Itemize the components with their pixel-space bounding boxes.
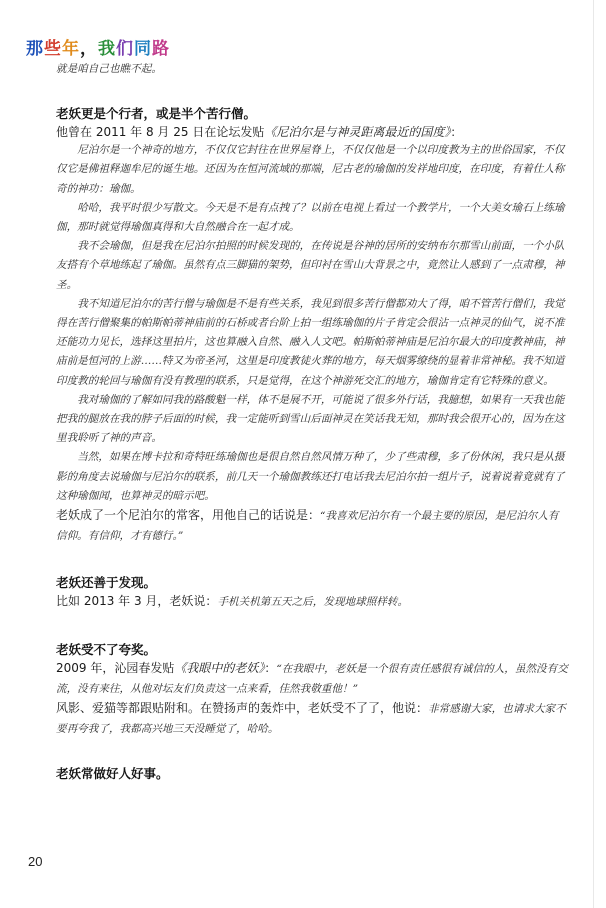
page-body xyxy=(56,60,568,783)
header-char: 路 xyxy=(152,39,170,59)
header-char: 那 xyxy=(26,39,44,59)
post-paragraph: 我不知道尼泊尔的苦行僧与瑜伽是不是有些关系，我见到很多苦行僧都劝大了得，咱不管苦行僧们，我觉得在苦行僧聚集的帕斯帕蒂神庙前的石桥或者台阶上拍一组练瑜伽的片子肯定会很沾一点神灵的仙气，说不准还能功力见长，选择这里拍片，这也算融入自然、融入人文吧。帕斯帕蒂神庙是尼泊尔最大的印度教神庙，神庙前是恒河的上游……特又为帝圣河，这里是印度教徒火葬的地方，每天烟雾缭绕的显着非常神秘。我不知道印度教的轮回与瑜伽有没有教理的联系，只是觉得，在这个神游死交汇的地方，瑜伽肯定有它特殊的意义。 xyxy=(56,297,565,387)
nepal-quote-line xyxy=(56,506,568,546)
header-char: 们 xyxy=(116,39,134,59)
praise-quote: “在我眼中，老妖是一个很有责任感很有诚信的人，虽然没有交流，没有来往，从他对坛友们负责这一点来看，佳然我敬重他！” xyxy=(56,662,568,695)
header-char: 年 xyxy=(62,39,80,59)
discovery-lead: 比如 2013 年 3 月，老妖说： xyxy=(56,594,218,609)
nepal-quote-lead: 老妖成了一个尼泊尔的常客，用他自己的话说是： xyxy=(56,508,321,523)
post-paragraph: 哈哈，我平时很少写散文。今天是不是有点拽了？以前在电视上看过一个教学片，一个大美女瑜石上练瑜伽，那时就觉得瑜伽真得和大自然融合在一起才成。 xyxy=(56,201,565,234)
post-intro-end: ： xyxy=(450,125,463,140)
post-paragraph: 我不会瑜伽，但是我在尼泊尔拍照的时候发现的，在传说是谷神的居所的安纳布尔那雪山前面，一个小队友搭有个草地练起了瑜伽。虽然有点三脚猫的架势，但印衬在雪山大背景之中，竟然让人感到了一点肃穆，神圣。 xyxy=(56,240,565,291)
section-heading-praise: 老妖受不了夸奖。 xyxy=(56,641,157,657)
intro-line: 就是咱自己也瞧不起。 xyxy=(56,63,162,75)
praise-post-title: 《我眼中的老妖》 xyxy=(174,660,265,675)
praise-followup xyxy=(56,699,568,739)
post-intro-lead: 他曾在 2011 年 8 月 25 日在论坛发贴 xyxy=(56,125,265,140)
header-char: 我 xyxy=(98,39,116,59)
praise-lead: 2009 年，沁园春发贴 xyxy=(56,660,175,675)
post-paragraph: 我对瑜伽的了解如同我的路酸魁一样，体不是展不开，可能说了很多外行话，我臆想，如果有一天我也能把我的腿放在我的脖子后面的时候，我一定能听到雪山后面神灵在笑话我无知，那时我会很开心的，因为在这里我聆听了神的声音。 xyxy=(56,393,565,445)
praise-follow-lead: 风影、爱猫等都跟贴附和。在赞扬声的轰炸中，老妖受不了了，他说： xyxy=(56,701,429,716)
header-char: 同 xyxy=(134,39,152,59)
page-edge-divider xyxy=(593,0,594,908)
header-char: 些 xyxy=(44,39,62,59)
post-intro xyxy=(56,123,568,141)
section-heading-discovery: 老妖还善于发现。 xyxy=(56,575,157,591)
header-char: ， xyxy=(80,39,98,59)
discovery-line xyxy=(56,592,568,612)
post-title: 《尼泊尔是与神灵距离最近的国度》 xyxy=(264,125,451,140)
praise-follow-quote: 非常感谢大家，也请求大家不要再夸我了，我都高兴地三天没睡觉了，哈哈。 xyxy=(56,703,566,736)
nepal-quote: “我喜欢尼泊尔有一个最主要的原因，是尼泊尔人有信仰。有信仰，才有德行。” xyxy=(56,510,559,543)
running-header xyxy=(26,34,170,58)
post-paragraph: 尼泊尔是一个神奇的地方，不仅仅它封往在世界屋脊上，不仅仅他是一个以印度教为主的世俗国家，不仅仅它是佛祖释迦牟尼的诞生地。还因为在恒河流域的那端，尼古老的瑜伽的发祥地印度，在印度，有着仕人称奇的神功：瑜伽。 xyxy=(56,144,565,195)
discovery-quote: 手机关机第五天之后，发现地球照样转。 xyxy=(217,596,409,609)
praise-lead-end: ： xyxy=(264,660,277,675)
post-paragraph: 当然，如果在博卡拉和奇特旺练瑜伽也是很自然自然风情万种了，少了些肃穆，多了份休闲，我只是从摄影的角度去说瑜伽与尼泊尔的联系，前几天一个瑜伽教练还打电话我去尼泊尔拍一组片子，说着说着竟就有了这种瑜伽闻，也算神灵的暗示吧。 xyxy=(56,451,565,502)
section-heading-good-deeds: 老妖常做好人好事。 xyxy=(56,766,169,782)
praise-intro xyxy=(56,659,568,699)
section-heading-traveler: 老妖更是个行者，或是半个苦行僧。 xyxy=(56,106,257,122)
page-number: 20 xyxy=(28,854,43,869)
